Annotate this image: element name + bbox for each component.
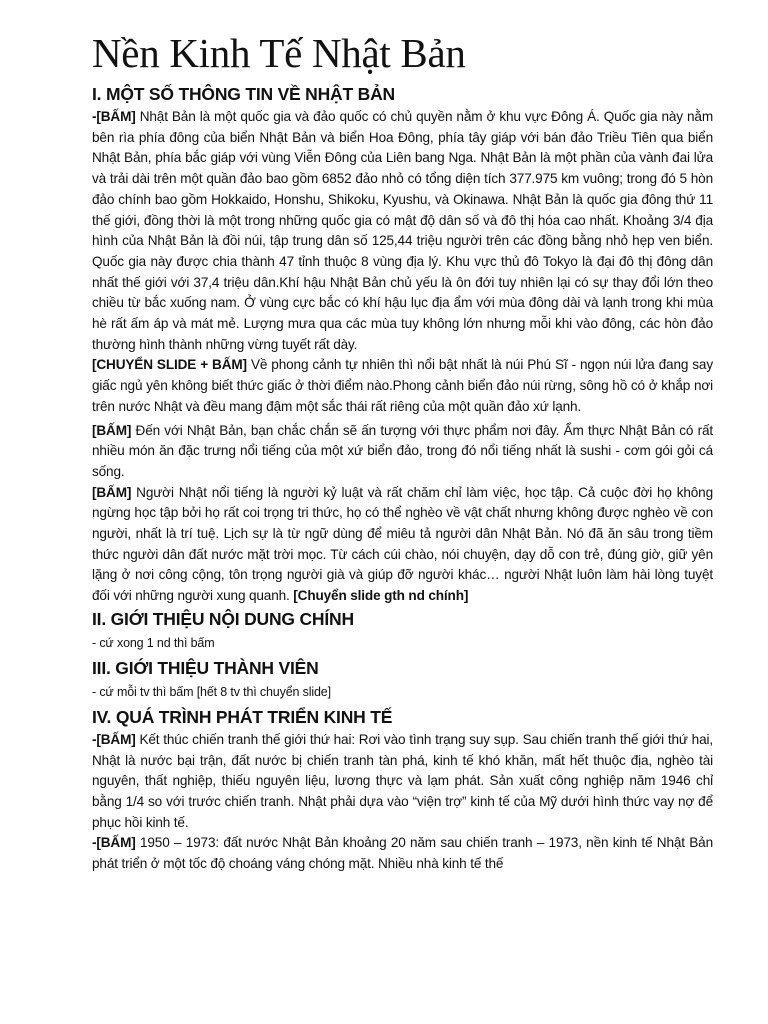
paragraph-growth bbox=[92, 833, 713, 874]
section-heading-2: II. GIỚI THIỆU NỘI DUNG CHÍNH bbox=[92, 608, 354, 629]
paragraph-text: Kết thúc chiến tranh thế giới thứ hai: Rơi vào tình trạng suy sụp. Sau chiến tranh thế giới thứ hai, Nhật là nước bại trận, đất nước bị chiến tranh tàn phá, kinh tế khó khăn, mất hết thuộc địa, nghèo tài nguyên, thất nghiệp, thiếu nguyên liệu, lương thực và lạm phát. Sản xuất công nghiệp năm 1946 chỉ bằng 1/4 so với trước chiến tranh. Nhật phải dựa vào “viện trợ” kinh tế của Mỹ dưới hình thức vay nợ để phục hồi kinh tế. bbox=[92, 731, 713, 830]
paragraph-text: 1950 – 1973: đất nước Nhật Bản khoảng 20 năm sau chiến tranh – 1973, nền kinh tế Nhật Bản phát triển ở một tốc độ choáng váng chóng mặt. Nhiều nhà kinh tế thế bbox=[92, 835, 713, 872]
cue-tag: [CHUYỂN SLIDE + BẤM] bbox=[92, 357, 247, 373]
cue-tag: -[BẤM] bbox=[92, 109, 136, 124]
section-heading-1: I. MỘT SỐ THÔNG TIN VỀ NHẬT BẢN bbox=[92, 84, 395, 104]
paragraph-text: Về phong cảnh tự nhiên thì nổi bật nhất là núi Phú Sĩ - ngọn núi lửa đang say giấc ngủ yên không biết thức giấc ở thời điểm nào.Phong cảnh biển đảo núi rừng, sông hồ có ở khắp nơi trên nước Nhật và đều mang đậm một sắc thái rất riêng của một quần đảo xứ lạnh. bbox=[92, 357, 713, 414]
cue-tag: [BẤM] bbox=[92, 422, 132, 438]
paragraph-text: Người Nhật nổi tiếng là người kỷ luật và rất chăm chỉ làm việc, học tập. Cả cuộc đời họ không ngừng học tập bởi họ rất coi trọng tri thức, họ có thể nghèo về vật chất nhưng không được nghèo về con người, nhất là trí tuệ. Lịch sự là từ ngữ dùng để miêu tả người dân Nhật Bản. Nó đã ăn sâu trong tiềm thức người dân đất nước mặt trời mọc. Từ cách cúi chào, nói chuyện, dạy dỗ con trẻ, đúng giờ, giữ yên lặng ở nơi công cộng, tôn trọng người già và giúp đỡ người khác… người Nhật luôn làm hài lòng tuyệt đối với những người xung quanh. bbox=[92, 484, 713, 604]
paragraph-landscape bbox=[92, 355, 713, 417]
section-note-2: - cứ xong 1 nd thì bấm bbox=[92, 635, 215, 650]
section-heading-3: III. GIỚI THIỆU THÀNH VIÊN bbox=[92, 657, 319, 678]
cue-tag: [BẤM] bbox=[92, 484, 132, 500]
document-title: Nền Kinh Tế Nhật Bản bbox=[92, 30, 466, 76]
section-heading-4: IV. QUÁ TRÌNH PHÁT TRIỂN KINH TẾ bbox=[92, 706, 393, 727]
paragraph-text: Nhật Bản là một quốc gia và đảo quốc có chủ quyền nằm ở khu vực Đông Á. Quốc gia này nằm bên rìa phía đông của biển Nhật Bản và biển Hoa Đông, phía tây giáp với bán đảo Triều Tiên qua biển Nhật Bản, phía bắc giáp với vùng Viễn Đông của Liên bang Nga. Nhật Bản là một phần của vành đai lửa và trải dài trên một quần đảo bao gồm 6852 đảo nhỏ có tổng diện tích 377.975 km vuông; trong đó 5 hòn đảo chính bao gồm Hokkaido, Honshu, Shikoku, Kyushu, và Okinawa. Nhật Bản là quốc gia đông thứ 11 thế giới, đồng thời là một trong những quốc gia có mật độ dân số và đô thị hóa cao nhất. Khoảng 3/4 địa hình của Nhật Bản là đồi núi, tập trung dân số 125,44 triệu người trên các đồng bằng nhỏ hẹp ven biển. Quốc gia này được chia thành 47 tỉnh thuộc 8 vùng địa lý. Khu vực thủ đô Tokyo là đại đô thị đông dân nhất thế giới với 37,4 triệu dân.Khí hậu Nhật Bản chủ yếu là ôn đới tuy nhiên lại có sự thay đổi lớn theo chiều từ bắc xuống nam. Ở vùng cực bắc có khí hậu lục địa ẩm với mùa đông dài và lạnh trong khi mùa hè rất ấm áp và mát mẻ. Lượng mưa qua các mùa tuy không lớn nhưng mỗi khi vào đông, các hòn đảo thường hình thành những vừng tuyết rất dày. bbox=[92, 109, 713, 352]
paragraph-text: Đến với Nhật Bản, bạn chắc chắn sẽ ấn tượng với thực phẩm nơi đây. Ẩm thực Nhật Bản có rất nhiều món ăn đặc trưng nổi tiếng của một xứ biển đảo, trong đó nổi tiếng nhất là sushi - cơm gói gỏi cá sống. bbox=[92, 422, 713, 479]
paragraph-overview bbox=[92, 107, 713, 355]
section-note-3: - cứ mỗi tv thì bấm [hết 8 tv thì chuyển slide] bbox=[92, 684, 331, 699]
paragraph-food bbox=[92, 421, 713, 483]
paragraph-postwar bbox=[92, 730, 713, 834]
paragraph-people bbox=[92, 483, 713, 607]
cue-tag: -[BẤM] bbox=[92, 731, 136, 747]
cue-tag-end: [Chuyển slide gth nd chính] bbox=[293, 588, 469, 604]
cue-tag: -[BẤM] bbox=[92, 835, 136, 851]
